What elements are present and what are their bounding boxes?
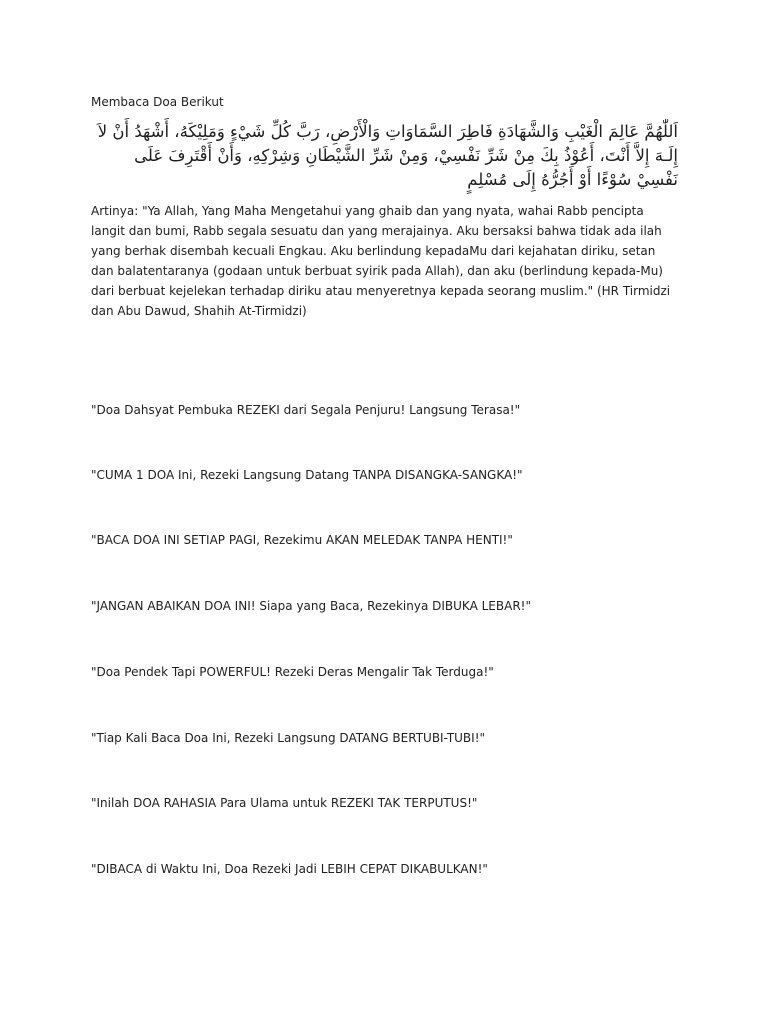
document-heading: Membaca Doa Berikut [91, 95, 224, 109]
headline-item: "Doa Dahsyat Pembuka REZEKI dari Segala Penjuru! Langsung Terasa!" [91, 403, 521, 417]
headline-item: "Inilah DOA RAHASIA Para Ulama untuk REZEKI TAK TERPUTUS!" [91, 796, 478, 810]
headline-item: "Doa Pendek Tapi POWERFUL! Rezeki Deras Mengalir Tak Terduga!" [91, 665, 494, 679]
headline-item: "JANGAN ABAIKAN DOA INI! Siapa yang Baca, Rezekinya DIBUKA LEBAR!" [91, 599, 531, 613]
headline-item: "BACA DOA INI SETIAP PAGI, Rezekimu AKAN MELEDAK TANPA HENTI!" [91, 533, 513, 547]
headline-item: "Tiap Kali Baca Doa Ini, Rezeki Langsung DATANG BERTUBI-TUBI!" [91, 731, 486, 745]
prayer-translation: Artinya: "Ya Allah, Yang Maha Mengetahui yang ghaib dan yang nyata, wahai Rabb pencipta langit dan bumi, Rabb segala sesuatu dan yang merajainya. Aku bersaksi bahwa tidak ada ilah yang berhak disembah kecuali Engkau. Aku berlindung kepadaMu dari kejahatan diriku, setan dan balatentaranya (godaan untuk berbuat syirik pada Allah), dan aku (berlindung kepada-Mu) dari berbuat kejelekan terhadap diriku atau menyeretnya kepada seorang muslim." (HR Tirmidzi dan Abu Dawud, Shahih At-Tirmidzi) [91, 204, 671, 318]
headline-item: "DIBACA di Waktu Ini, Doa Rezeki Jadi LEBIH CEPAT DIKABULKAN!" [91, 862, 488, 876]
arabic-prayer-text: اَللّٰهُمَّ عَالِمَ الْغَيْبِ وَالشَّهَادَةِ فَاطِرَ السَّمَاوَاتِ وَالْأَرْضِ، رَبَّ كُلِّ شَيْءٍ وَمَلِيْكَهُ، أَشْهَدُ أَنْ لاَ إِلَـهَ إِلاَّ أَنْتَ، أَعُوْذُ بِكَ مِنْ شَرِّ نَفْسِيْ، وَمِنْ شَرِّ الشَّيْطَانِ وَشِرْكِهِ، وَأَنْ أَقْتَرِفَ عَلَى نَفْسِيْ سُوْءًا أَوْ أَجُرُّهُ إِلَى مُسْلِمٍ [97, 122, 678, 189]
headline-item: "CUMA 1 DOA Ini, Rezeki Langsung Datang TANPA DISANGKA-SANGKA!" [91, 468, 523, 482]
